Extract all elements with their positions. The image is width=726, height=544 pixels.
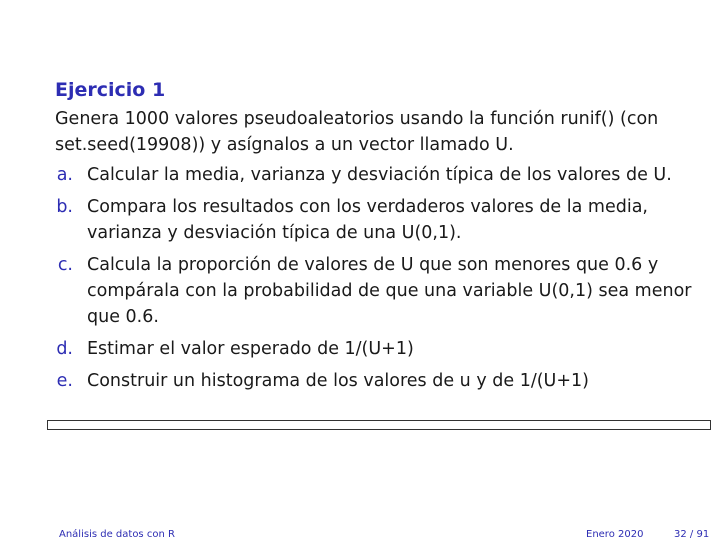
list-item [55, 336, 715, 362]
list-marker: d. [56, 339, 73, 359]
list-marker: e. [56, 371, 73, 391]
footer-page-number: 32 / 91 [674, 529, 710, 540]
list-marker: c. [57, 255, 73, 275]
exercise-item-list [55, 162, 715, 394]
list-item-text: Estimar el valor esperado de 1/(U+1) [87, 339, 414, 359]
footer-date: Enero 2020 [586, 529, 644, 540]
list-item-text: Construir un histograma de los valores de u y de 1/(U+1) [87, 371, 589, 391]
footer-title: Análisis de datos con R [59, 529, 175, 540]
empty-code-box [47, 420, 711, 430]
list-item-text: Compara los resultados con los verdaderos valores de la media, varianza y desviación típica de una U(0,1). [87, 197, 648, 243]
exercise-intro: Genera 1000 valores pseudoaleatorios usando la función runif() (con set.seed(19908)) y asígnalos a un vector llamado U. [55, 109, 659, 155]
list-marker: b. [56, 197, 73, 217]
list-item-text: Calcular la media, varianza y desviación típica de los valores de U. [87, 165, 672, 185]
list-item [55, 252, 715, 330]
list-item-text: Calcula la proporción de valores de U que son menores que 0.6 y compárala con la probabilidad de que una variable U(0,1) sea menor que 0.6. [87, 255, 692, 327]
list-marker: a. [56, 165, 73, 185]
exercise-block [55, 76, 715, 400]
exercise-title: Ejercicio 1 [55, 79, 166, 101]
list-item [55, 368, 715, 394]
list-item [55, 162, 715, 188]
list-item [55, 194, 715, 246]
